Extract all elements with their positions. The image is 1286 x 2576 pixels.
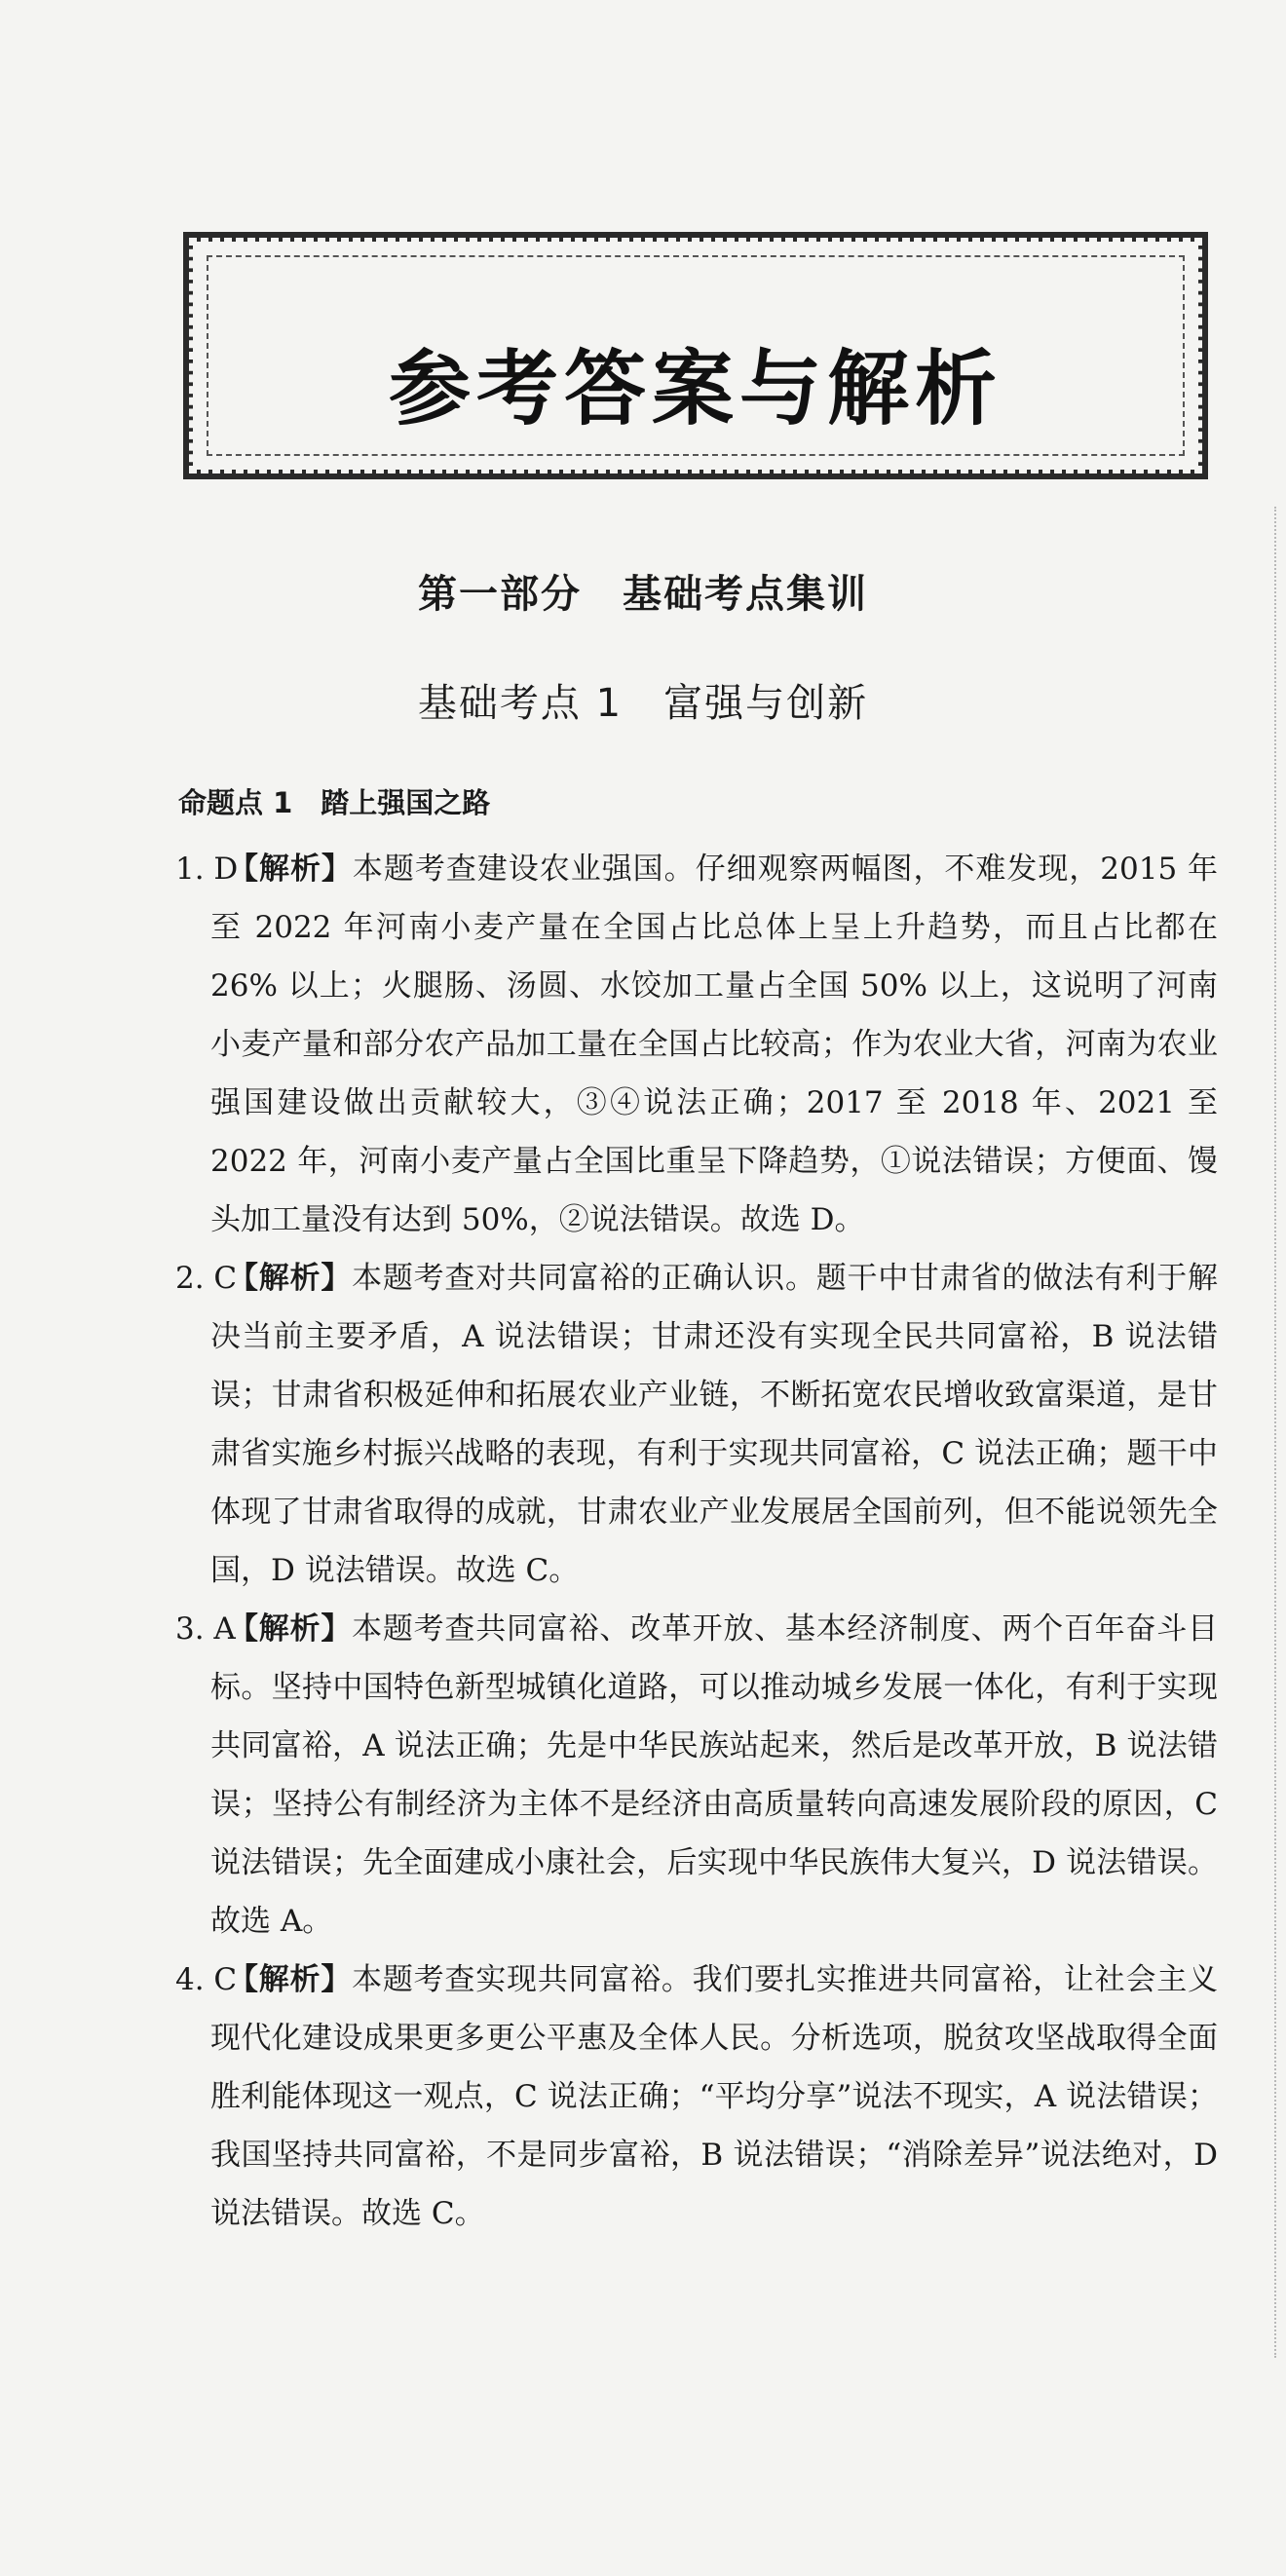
main-title: 参考答案与解析	[388, 341, 1002, 436]
answer-number: 2. C	[175, 1261, 238, 1296]
answer-number: 3. A	[175, 1611, 236, 1647]
analysis-label: 【解析】	[228, 852, 353, 887]
topic-title: 命题点 1 踏上强国之路	[178, 786, 491, 819]
answer-item-3	[175, 1600, 1218, 1951]
answer-text: 本题考查实现共同富裕。我们要扎实推进共同富裕，让社会主义现代化建设成果更多更公平惠及全体人民。分析选项，脱贫攻坚战取得全面胜利能体现这一观点，C 说法正确；“平均分享”说法不现实，A 说法错误；我国坚持共同富裕，不是同步富裕，B 说法错误；“消除差异”说法绝对，D 说法错误。故选 C。	[210, 1962, 1219, 2231]
answer-number: 1. D	[175, 852, 239, 887]
answer-item-2	[175, 1249, 1218, 1600]
answer-text: 本题考查建设农业强国。仔细观察两幅图，不难发现，2015 年至 2022 年河南小麦产量在全国占比总体上呈上升趋势，而且占比都在 26% 以上；火腿肠、汤圆、水饺加工量占全国 50% 以上，这说明了河南小麦产量和部分农产品加工量在全国占比较高；作为农业大省，河南为农业强国建设做出贡献较大，③④说法正确；2017 至 2018 年、2021 至 2022 年，河南小麦产量占全国比重呈下降趋势，①说法错误；方便面、馒头加工量没有达到 50%，②说法错误。故选 D。	[210, 852, 1219, 1237]
answer-text: 本题考查共同富裕、改革开放、基本经济制度、两个百年奋斗目标。坚持中国特色新型城镇化道路，可以推动城乡发展一体化，有利于实现共同富裕，A 说法正确；先是中华民族站起来，然后是改革开放，B 说法错误；坚持公有制经济为主体不是经济由高质量转向高速发展阶段的原因，C 说法错误；先全面建成小康社会，后实现中华民族伟大复兴，D 说法错误。故选 A。	[210, 1611, 1219, 1939]
page-edge-rule	[1274, 507, 1276, 2358]
decorative-title-frame	[183, 232, 1208, 479]
answer-item-4	[175, 1951, 1218, 2243]
section-title: 基础考点 1 富强与创新	[417, 681, 869, 726]
analysis-label: 【解析】	[228, 1962, 353, 1997]
answer-item-1	[175, 840, 1218, 1249]
answer-number: 4. C	[175, 1962, 238, 1997]
part-title: 第一部分 基础考点集训	[418, 571, 868, 617]
analysis-label: 【解析】	[228, 1611, 353, 1647]
analysis-label: 【解析】	[228, 1261, 353, 1296]
answer-list	[175, 840, 1218, 2243]
answer-text: 本题考查对共同富裕的正确认识。题干中甘肃省的做法有利于解决当前主要矛盾，A 说法错误；甘肃还没有实现全民共同富裕，B 说法错误；甘肃省积极延伸和拓展农业产业链，不断拓宽农民增收致富渠道，是甘肃省实施乡村振兴战略的表现，有利于实现共同富裕，C 说法正确；题干中体现了甘肃省取得的成就，甘肃农业产业发展居全国前列，但不能说领先全国，D 说法错误。故选 C。	[210, 1261, 1219, 1588]
